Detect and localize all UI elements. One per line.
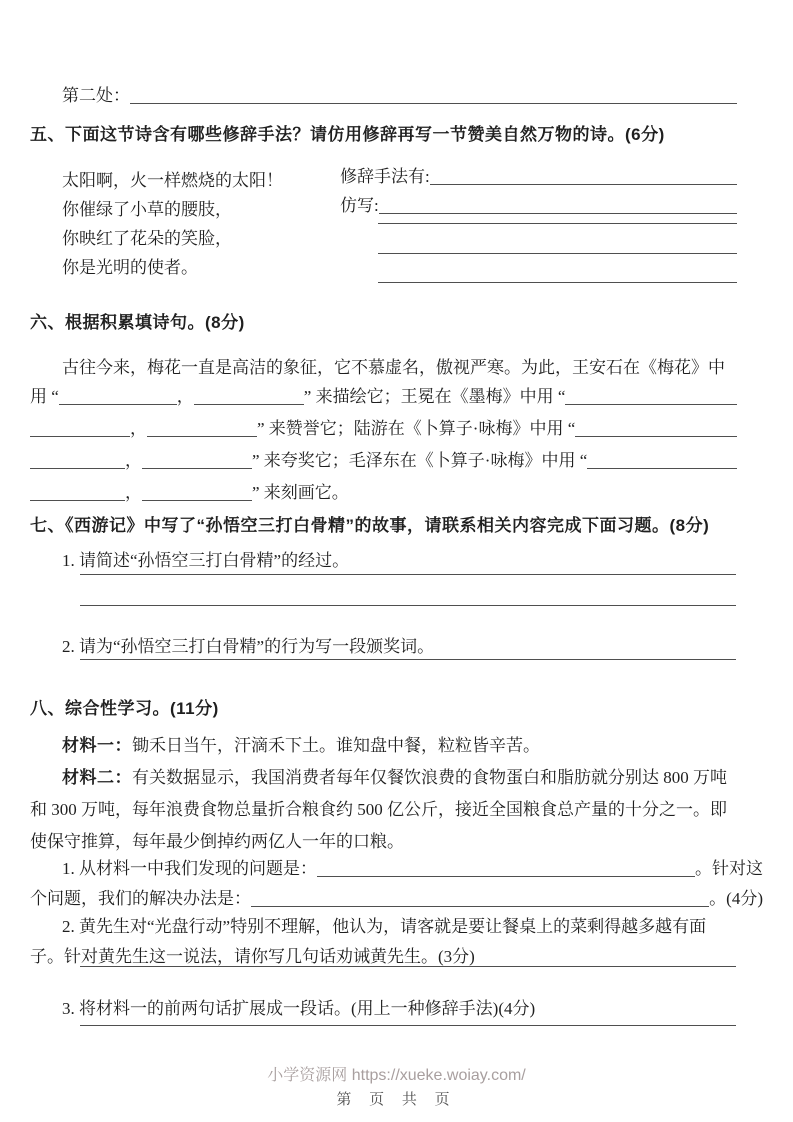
answer-blank <box>194 403 304 405</box>
material1-label: 材料一： <box>62 736 132 755</box>
section8-q3: 3. 将材料一的前两句话扩展成一段话。(用上一种修辞手法)(4分) <box>62 999 536 1018</box>
material2-label: 材料二： <box>62 768 132 787</box>
answer-blank <box>147 435 257 437</box>
material2-line1 <box>62 767 763 789</box>
section8-q1-lead: 1. 从材料一中我们发现的问题是： <box>62 859 317 878</box>
section6-row3 <box>30 418 737 440</box>
section5-imitation-line <box>340 195 737 217</box>
section7-q1-answer-line <box>80 604 736 609</box>
answer-blank <box>378 281 737 283</box>
section8-q1-tail: 。针对这 <box>695 859 763 878</box>
answer-blank <box>378 222 737 224</box>
section7-q2-answer-line <box>80 658 736 663</box>
section7-q1-answer-line <box>80 573 736 578</box>
section6-row2 <box>30 386 737 408</box>
answer-blank <box>565 403 737 405</box>
section8-q2-answer-line <box>80 965 736 970</box>
material1-line <box>62 735 540 757</box>
poem-line: 你映红了花朵的笑脸， <box>62 229 232 248</box>
fullwidth-comma: ， <box>125 451 142 470</box>
footer-site-name: 小学资源网 <box>267 1067 348 1084</box>
section6-row2-tail: ” 来描绘它；王冕在《墨梅》中用 “ <box>303 387 566 406</box>
question4-second-label: 第二处： <box>62 86 130 105</box>
section5-extra-line <box>378 252 737 257</box>
section5-devices-line <box>340 166 737 188</box>
section6-row2-lead: 用 “ <box>30 387 59 406</box>
section8-header: 八、综合性学习。(11分) <box>30 699 219 718</box>
section5-extra-line <box>378 222 737 227</box>
answer-blank <box>575 435 737 437</box>
poem-line: 你催绿了小草的腰肢， <box>62 200 232 219</box>
devices-label: 修辞手法有: <box>340 167 430 186</box>
answer-blank <box>378 252 737 254</box>
footer-credit <box>0 1066 793 1086</box>
section8-q1-line2 <box>30 888 763 910</box>
section6-row4-tail: ” 来夸奖它；毛泽东在《卜算子·咏梅》中用 “ <box>252 451 588 470</box>
material2-line3: 使保守推算，每年最少倒掉约两亿人一年的口粮。 <box>30 832 404 851</box>
section8-q1-line2-tail: 。(4分) <box>709 889 763 908</box>
material2-line2: 和 300 万吨，每年浪费食物总量折合粮食约 500 亿公斤，接近全国粮食总产量的十分之一。即 <box>30 800 727 819</box>
section6-row5-tail: ” 来刻画它。 <box>252 483 349 502</box>
footer-site-url: https://xueke.woiay.com/ <box>351 1067 526 1084</box>
section6-intro: 古往今来，梅花一直是高洁的象征，它不慕虚名，傲视严寒。为此，王安石在《梅花》中 <box>62 358 725 377</box>
answer-blank <box>130 102 737 104</box>
section8-q2-line1: 2. 黄先生对“光盘行动”特别不理解，他认为，请客就是要让餐桌上的菜剩得越多越有面 <box>62 917 707 936</box>
answer-blank <box>317 875 695 877</box>
answer-blank <box>30 467 125 469</box>
answer-blank <box>30 499 125 501</box>
answer-blank <box>80 1024 736 1026</box>
section7-q2: 2. 请为“孙悟空三打白骨精”的行为写一段颁奖词。 <box>62 637 435 656</box>
fullwidth-comma: ， <box>130 419 147 438</box>
answer-blank <box>30 435 130 437</box>
answer-blank <box>379 212 737 214</box>
answer-blank <box>251 905 709 907</box>
section5-extra-line <box>378 281 737 286</box>
answer-blank <box>587 467 737 469</box>
answer-blank <box>430 183 737 185</box>
section8-q3-answer-line <box>80 1024 736 1029</box>
section6-row5 <box>30 482 349 504</box>
section6-header: 六、根据积累填诗句。(8分) <box>30 313 245 332</box>
answer-blank <box>80 965 736 967</box>
material1-text: 锄禾日当午，汗滴禾下土。谁知盘中餐，粒粒皆辛苦。 <box>132 736 540 755</box>
section7-header: 七、《西游记》中写了“孙悟空三打白骨精”的故事，请联系相关内容完成下面习题。(8分) <box>30 516 710 535</box>
poem-line: 你是光明的使者。 <box>62 258 198 277</box>
imitation-label: 仿写: <box>340 196 379 215</box>
answer-blank <box>80 658 736 660</box>
section8-q1-line2-lead: 个问题，我们的解决办法是： <box>30 889 251 908</box>
poem-line: 太阳啊，火一样燃烧的太阳！ <box>62 171 283 190</box>
footer-page-number: 第 页 共 页 <box>336 1092 457 1108</box>
section6-row3-tail: ” 来赞誉它；陆游在《卜算子·咏梅》中用 “ <box>257 419 576 438</box>
answer-blank <box>142 467 252 469</box>
material2-text: 有关数据显示，我国消费者每年仅餐饮浪费的食物蛋白和脂肪就分别达 800 万吨 <box>132 768 727 787</box>
answer-blank <box>142 499 252 501</box>
question4-second-line <box>62 85 737 107</box>
section8-q1-line1 <box>62 858 763 880</box>
section5-header: 五、下面这节诗含有哪些修辞手法？请仿用修辞再写一节赞美自然万物的诗。(6分) <box>30 125 665 144</box>
answer-blank <box>80 604 736 606</box>
fullwidth-comma: ， <box>125 483 142 502</box>
answer-blank <box>80 573 736 575</box>
section7-q1: 1. 请简述“孙悟空三打白骨精”的经过。 <box>62 551 350 570</box>
section6-row4 <box>30 450 737 472</box>
answer-blank <box>59 403 177 405</box>
fullwidth-comma: ， <box>176 387 194 406</box>
section8-q2-line2: 子。针对黄先生这一说法，请你写几句话劝诫黄先生。(3分) <box>30 947 475 966</box>
